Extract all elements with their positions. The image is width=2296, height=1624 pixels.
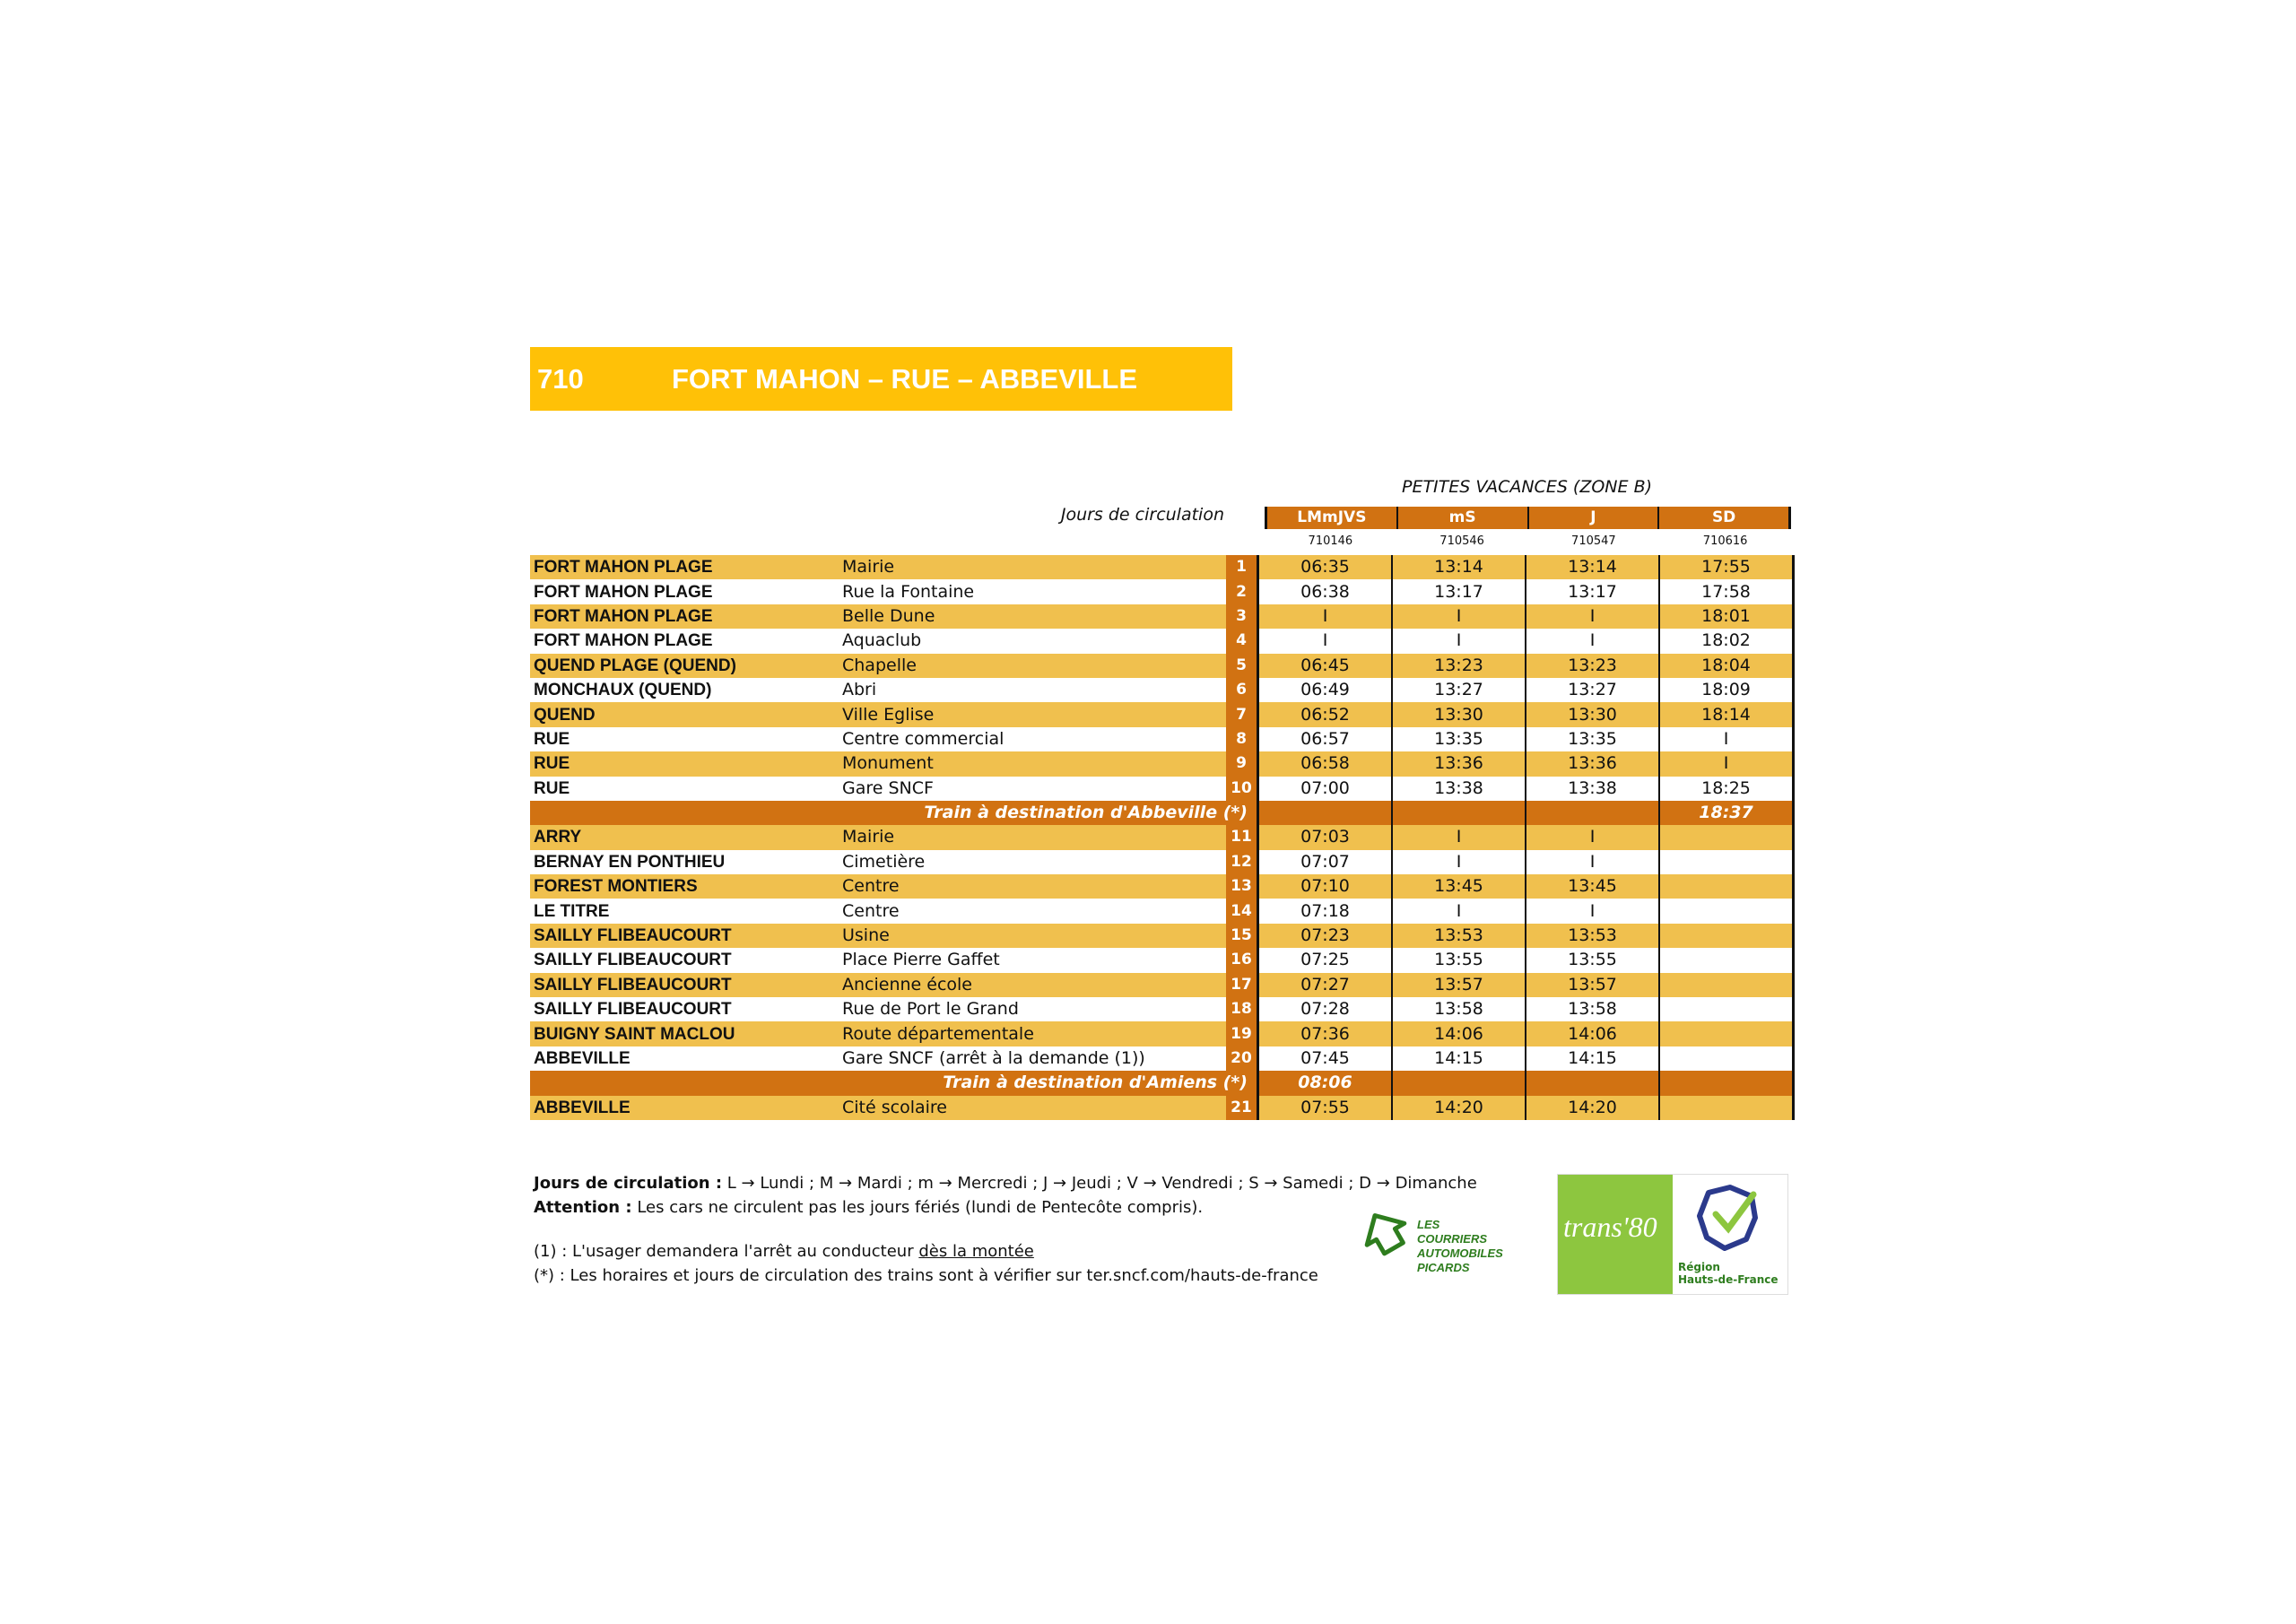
- region-text-line: Hauts-de-France: [1678, 1273, 1779, 1286]
- time-cell: 14:20: [1392, 1096, 1526, 1120]
- time-cell: 18:04: [1659, 654, 1794, 678]
- stop-town: FORT MAHON PLAGE: [530, 604, 842, 629]
- time-cell: I: [1526, 850, 1659, 874]
- stop-number: 15: [1226, 924, 1258, 948]
- stop-town: QUEND: [530, 702, 842, 726]
- train-connection-row: [530, 801, 1794, 825]
- stop-number: 5: [1226, 654, 1258, 678]
- stop-town: FOREST MONTIERS: [530, 874, 842, 899]
- stop-town: SAILLY FLIBEAUCOURT: [530, 997, 842, 1021]
- service-codes: [1265, 531, 1791, 552]
- time-cell: I: [1258, 629, 1393, 653]
- time-cell: 13:36: [1526, 751, 1659, 776]
- time-cell: 06:49: [1258, 678, 1393, 702]
- time-cell: 07:28: [1258, 997, 1393, 1021]
- time-cell: 13:35: [1392, 727, 1526, 751]
- stop-name: Route départementale: [842, 1021, 1226, 1046]
- stop-row: [530, 899, 1794, 923]
- stop-number: 12: [1226, 850, 1258, 874]
- time-cell: [1659, 850, 1794, 874]
- stop-number: 18: [1226, 997, 1258, 1021]
- stop-town: BUIGNY SAINT MACLOU: [530, 1021, 842, 1046]
- time-cell: I: [1392, 850, 1526, 874]
- service-code: 710146: [1308, 534, 1353, 548]
- time-cell: 07:45: [1258, 1046, 1393, 1071]
- stop-town: SAILLY FLIBEAUCOURT: [530, 948, 842, 972]
- stop-name: Ville Eglise: [842, 702, 1226, 726]
- stop-number: 11: [1226, 825, 1258, 849]
- stop-town: FORT MAHON PLAGE: [530, 629, 842, 653]
- time-cell: I: [1258, 604, 1393, 629]
- stop-row: [530, 924, 1794, 948]
- time-cell: I: [1526, 604, 1659, 629]
- time-cell: 18:09: [1659, 678, 1794, 702]
- time-cell: 07:25: [1258, 948, 1393, 972]
- stop-row: [530, 825, 1794, 849]
- stop-row: [530, 604, 1794, 629]
- time-cell: 13:58: [1392, 997, 1526, 1021]
- time-cell: 07:07: [1258, 850, 1393, 874]
- time-cell: 07:10: [1258, 874, 1393, 899]
- time-cell: [1659, 924, 1794, 948]
- note-1-text: (1) : L'usager demandera l'arrêt au conducteur: [534, 1242, 919, 1261]
- stop-name: Monument: [842, 751, 1226, 776]
- attention-note-text: Les cars ne circulent pas les jours fériés (lundi de Pentecôte compris).: [631, 1198, 1204, 1217]
- time-cell: I: [1659, 751, 1794, 776]
- time-cell: 13:57: [1392, 973, 1526, 997]
- line-number: 710: [537, 363, 584, 395]
- time-cell: 18:02: [1659, 629, 1794, 653]
- time-cell: 06:45: [1258, 654, 1393, 678]
- time-cell: I: [1392, 629, 1526, 653]
- time-cell: 13:57: [1526, 973, 1659, 997]
- time-cell: 13:30: [1392, 702, 1526, 726]
- time-cell: [1258, 801, 1393, 825]
- time-cell: I: [1526, 629, 1659, 653]
- time-cell: [1392, 801, 1526, 825]
- stop-row: [530, 777, 1794, 801]
- time-cell: 18:01: [1659, 604, 1794, 629]
- jours-note-text: L → Lundi ; M → Mardi ; m → Mercredi ; J → Jeudi ; V → Vendredi ; S → Samedi ; D → Dimanche: [722, 1174, 1477, 1193]
- time-cell: 13:55: [1392, 948, 1526, 972]
- stop-name: Cité scolaire: [842, 1096, 1226, 1120]
- stop-town: SAILLY FLIBEAUCOURT: [530, 973, 842, 997]
- stop-number: 21: [1226, 1096, 1258, 1120]
- service-code: 710616: [1702, 534, 1748, 548]
- stop-number: 6: [1226, 678, 1258, 702]
- stop-number: 2: [1226, 579, 1258, 604]
- stop-name: Mairie: [842, 825, 1226, 849]
- time-cell: 06:58: [1258, 751, 1393, 776]
- time-cell: [1659, 948, 1794, 972]
- note-2: (*) : Les horaires et jours de circulation des trains sont à vérifier sur ter.sncf.com/hauts-de-france: [534, 1266, 1318, 1285]
- period-label: PETITES VACANCES (ZONE B): [1401, 477, 1653, 497]
- time-cell: 07:36: [1258, 1021, 1393, 1046]
- time-cell: [1659, 1096, 1794, 1120]
- stop-name: Chapelle: [842, 654, 1226, 678]
- time-cell: 13:38: [1392, 777, 1526, 801]
- time-cell: 07:00: [1258, 777, 1393, 801]
- stop-name: Abri: [842, 678, 1226, 702]
- stop-number: 19: [1226, 1021, 1258, 1046]
- stop-row: [530, 1021, 1794, 1046]
- stop-number: 14: [1226, 899, 1258, 923]
- stop-row: [530, 973, 1794, 997]
- attention-note-title: Attention :: [534, 1198, 632, 1217]
- jours-label: Jours de circulation: [1060, 505, 1224, 525]
- time-cell: 07:18: [1258, 899, 1393, 923]
- time-cell: I: [1659, 727, 1794, 751]
- time-cell: 13:23: [1526, 654, 1659, 678]
- region-logo: [1673, 1175, 1787, 1294]
- stop-town: ABBEVILLE: [530, 1096, 842, 1120]
- time-cell: 13:27: [1392, 678, 1526, 702]
- time-cell: 06:38: [1258, 579, 1393, 604]
- stop-row: [530, 654, 1794, 678]
- stop-row: [530, 874, 1794, 899]
- lcap-text-line: AUTOMOBILES: [1417, 1246, 1503, 1260]
- time-cell: 18:37: [1659, 801, 1794, 825]
- stop-town: QUEND PLAGE (QUEND): [530, 654, 842, 678]
- time-cell: 13:27: [1526, 678, 1659, 702]
- day-header: J: [1529, 507, 1660, 529]
- stop-row: [530, 727, 1794, 751]
- time-cell: 13:45: [1526, 874, 1659, 899]
- stop-name: Place Pierre Gaffet: [842, 948, 1226, 972]
- time-cell: I: [1526, 899, 1659, 923]
- stop-town: LE TITRE: [530, 899, 842, 923]
- stop-name: Gare SNCF (arrêt à la demande (1)): [842, 1046, 1226, 1071]
- day-header: LMmJVS: [1267, 507, 1398, 529]
- time-cell: 14:15: [1526, 1046, 1659, 1071]
- route-title-banner: [530, 347, 1232, 411]
- day-header: mS: [1398, 507, 1529, 529]
- time-cell: 08:06: [1258, 1071, 1393, 1095]
- stop-town: RUE: [530, 751, 842, 776]
- train-label: Train à destination d'Abbeville (*): [530, 801, 1258, 825]
- stop-row: [530, 702, 1794, 726]
- stop-number: 9: [1226, 751, 1258, 776]
- time-cell: [1659, 997, 1794, 1021]
- region-map-icon: [1673, 1175, 1787, 1261]
- day-headers: [1265, 507, 1791, 529]
- time-cell: I: [1392, 899, 1526, 923]
- day-header: SD: [1711, 508, 1736, 526]
- stop-town: SAILLY FLIBEAUCOURT: [530, 924, 842, 948]
- stop-name: Belle Dune: [842, 604, 1226, 629]
- stop-number: 10: [1226, 777, 1258, 801]
- time-cell: I: [1526, 825, 1659, 849]
- stop-number: 17: [1226, 973, 1258, 997]
- stop-name: Rue la Fontaine: [842, 579, 1226, 604]
- time-cell: 07:23: [1258, 924, 1393, 948]
- time-cell: [1659, 1071, 1794, 1095]
- time-cell: [1392, 1071, 1526, 1095]
- time-cell: [1659, 899, 1794, 923]
- time-cell: [1526, 1071, 1659, 1095]
- stop-name: Centre: [842, 874, 1226, 899]
- time-cell: [1659, 1021, 1794, 1046]
- time-cell: 13:53: [1392, 924, 1526, 948]
- time-cell: 13:45: [1392, 874, 1526, 899]
- stop-number: 20: [1226, 1046, 1258, 1071]
- time-cell: [1659, 874, 1794, 899]
- time-cell: 13:14: [1526, 555, 1659, 579]
- time-cell: 18:25: [1659, 777, 1794, 801]
- time-cell: 18:14: [1659, 702, 1794, 726]
- lcap-text-line: LES COURRIERS: [1417, 1218, 1488, 1246]
- time-cell: [1659, 1046, 1794, 1071]
- stop-name: Usine: [842, 924, 1226, 948]
- stop-row: [530, 1046, 1794, 1071]
- stop-row: [530, 555, 1794, 579]
- time-cell: 07:03: [1258, 825, 1393, 849]
- time-cell: 06:52: [1258, 702, 1393, 726]
- stop-number: 7: [1226, 702, 1258, 726]
- service-code: 710546: [1439, 534, 1484, 548]
- time-cell: 14:06: [1526, 1021, 1659, 1046]
- time-cell: [1526, 801, 1659, 825]
- stop-number: 3: [1226, 604, 1258, 629]
- time-cell: 13:36: [1392, 751, 1526, 776]
- jours-note-title: Jours de circulation :: [534, 1174, 723, 1193]
- stop-town: ABBEVILLE: [530, 1046, 842, 1071]
- time-cell: 13:23: [1392, 654, 1526, 678]
- time-cell: 17:55: [1659, 555, 1794, 579]
- note-1-underline: dès la montée: [918, 1242, 1034, 1261]
- stop-row: [530, 948, 1794, 972]
- stop-row: [530, 678, 1794, 702]
- train-label: Train à destination d'Amiens (*): [530, 1071, 1258, 1095]
- region-text-line: Région: [1678, 1261, 1720, 1273]
- stop-town: ARRY: [530, 825, 842, 849]
- time-cell: 13:38: [1526, 777, 1659, 801]
- jours-note: [534, 1171, 1520, 1195]
- stop-town: FORT MAHON PLAGE: [530, 555, 842, 579]
- time-cell: 06:57: [1258, 727, 1393, 751]
- time-cell: 13:58: [1526, 997, 1659, 1021]
- stop-town: FORT MAHON PLAGE: [530, 579, 842, 604]
- time-cell: I: [1392, 825, 1526, 849]
- service-code: 710547: [1571, 534, 1616, 548]
- stop-row: [530, 997, 1794, 1021]
- time-cell: 14:06: [1392, 1021, 1526, 1046]
- time-cell: 14:20: [1526, 1096, 1659, 1120]
- time-cell: [1659, 825, 1794, 849]
- stop-town: MONCHAUX (QUEND): [530, 678, 842, 702]
- stop-number: 13: [1226, 874, 1258, 899]
- stop-row: [530, 629, 1794, 653]
- stop-town: RUE: [530, 777, 842, 801]
- time-cell: 13:35: [1526, 727, 1659, 751]
- trans80-text: trans'80: [1563, 1211, 1657, 1243]
- route-name: FORT MAHON – RUE – ABBEVILLE: [672, 363, 1137, 395]
- time-cell: 06:35: [1258, 555, 1393, 579]
- time-cell: 14:15: [1392, 1046, 1526, 1071]
- lcap-arrow-icon: [1363, 1211, 1410, 1261]
- stop-name: Rue de Port le Grand: [842, 997, 1226, 1021]
- stop-row: [530, 850, 1794, 874]
- time-cell: 17:58: [1659, 579, 1794, 604]
- time-cell: 13:53: [1526, 924, 1659, 948]
- trans80-logo: [1558, 1175, 1673, 1294]
- partner-logos: [1557, 1174, 1788, 1295]
- stop-number: 16: [1226, 948, 1258, 972]
- time-cell: 13:14: [1392, 555, 1526, 579]
- stop-town: BERNAY EN PONTHIEU: [530, 850, 842, 874]
- stop-row: [530, 751, 1794, 776]
- stop-number: 1: [1226, 555, 1258, 579]
- train-connection-row: [530, 1071, 1794, 1095]
- stop-town: RUE: [530, 727, 842, 751]
- stop-row: [530, 1096, 1794, 1120]
- stop-number: 8: [1226, 727, 1258, 751]
- lcap-text-line: PICARDS: [1417, 1261, 1470, 1274]
- stop-name: Aquaclub: [842, 629, 1226, 653]
- stop-name: Centre commercial: [842, 727, 1226, 751]
- time-cell: 13:55: [1526, 948, 1659, 972]
- stop-name: Ancienne école: [842, 973, 1226, 997]
- stop-name: Gare SNCF: [842, 777, 1226, 801]
- stop-name: Centre: [842, 899, 1226, 923]
- time-cell: 13:17: [1392, 579, 1526, 604]
- time-cell: 13:30: [1526, 702, 1659, 726]
- timetable: [530, 555, 1795, 1120]
- stop-name: Mairie: [842, 555, 1226, 579]
- stop-row: [530, 579, 1794, 604]
- time-cell: 13:17: [1526, 579, 1659, 604]
- time-cell: 07:55: [1258, 1096, 1393, 1120]
- time-cell: [1659, 973, 1794, 997]
- lcap-logo: [1363, 1211, 1507, 1274]
- stop-number: 4: [1226, 629, 1258, 653]
- time-cell: 07:27: [1258, 973, 1393, 997]
- stop-name: Cimetière: [842, 850, 1226, 874]
- time-cell: I: [1392, 604, 1526, 629]
